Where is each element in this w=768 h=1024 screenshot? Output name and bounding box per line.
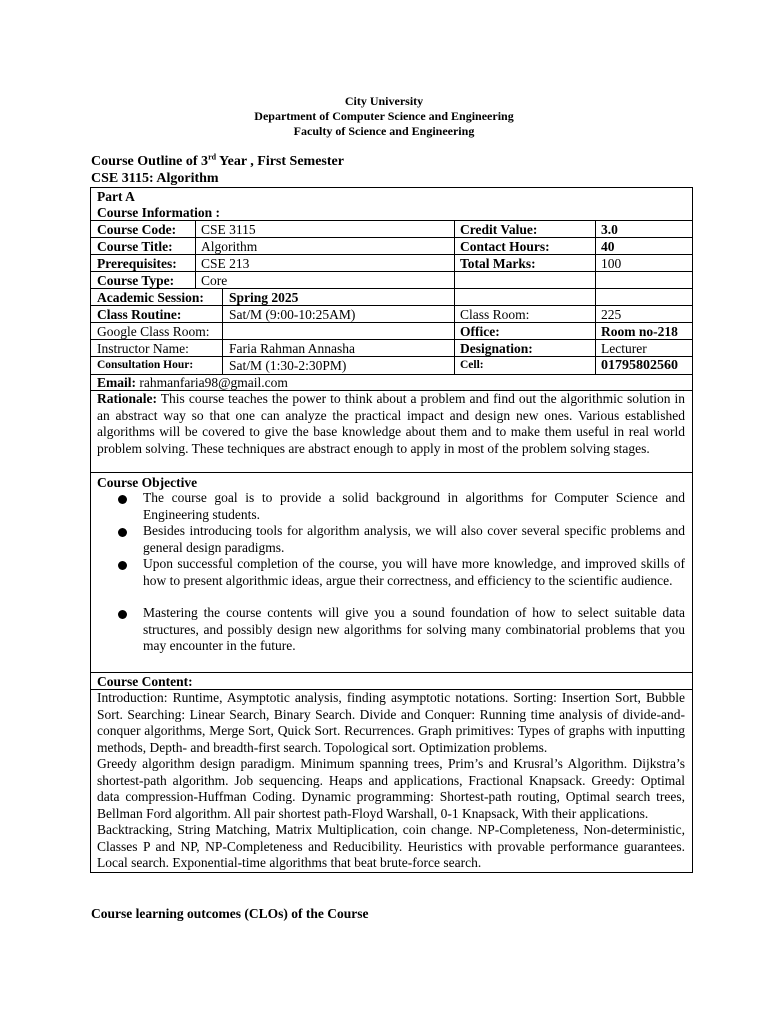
consultation-hour-label: Consultation Hour: — [97, 359, 194, 371]
rationale-text: This course teaches the power to think about a problem and find out the algorithmic solution in an abstract way so that one can analyze the practical impact and design new ones. Various established algorithms will be covered to give the base knowledge about them and to make them useful in real world problem solving. These techniques are abstract enough to apply in most of the problem solving stages. — [97, 391, 685, 456]
course-code-label: Course Code: — [97, 222, 177, 237]
consultation-hour-value: Sat/M (1:30-2:30PM) — [229, 358, 347, 373]
course-type-label: Course Type: — [97, 273, 175, 288]
bullet-icon — [118, 610, 127, 619]
course-content-paragraph-3: Backtracking, String Matching, Matrix Multiplication, coin change. NP-Completeness, Non-deterministic, Classes P and NP, NP-Completeness and Reducibility. Heuristics with provable performance guarantees. Local search. Exponential-time algorithms that beat brute-force search. — [97, 822, 685, 870]
part-a-label: Part A — [97, 189, 135, 204]
class-routine-label: Class Routine: — [97, 307, 182, 322]
email-row — [97, 374, 288, 391]
objective-item: Upon successful completion of the course, you will have more knowledge, and improved skills of how to present algorithmic ideas, argue their correctness, and efficiency to the scientific audience. — [143, 556, 685, 588]
total-marks-value: 100 — [601, 256, 622, 271]
clo-heading: Course learning outcomes (CLOs) of the Course — [91, 906, 369, 921]
google-class-room-label: Google Class Room: — [97, 324, 210, 339]
academic-session-label: Academic Session: — [97, 290, 204, 305]
course-content-paragraph-1: Introduction: Runtime, Asymptotic analysis, finding asymptotic notations. Sorting: Insertion Sort, Bubble Sort. Searching: Linear Search, Binary Search. Divide and Conquer: Running time analysis of divide-and-conquer algorithms, Merge Sort, Quick Sort. Recurrences. Graph primitives: Types of graphs with inputting methods, Depth- and breadth-first search. Topological sort. Optimization problems. — [97, 690, 685, 755]
email-value: rahmanfaria98@gmail.com — [136, 375, 288, 390]
faculty-name: Faculty of Science and Engineering — [293, 124, 475, 138]
course-objective-heading: Course Objective — [97, 475, 198, 490]
credit-value-label: Credit Value: — [460, 222, 538, 237]
course-code-title: CSE 3115: Algorithm — [91, 171, 219, 186]
class-routine-value: Sat/M (9:00-10:25AM) — [229, 307, 356, 322]
rationale-label: Rationale: — [97, 391, 157, 406]
prerequisites-value: CSE 213 — [201, 256, 250, 271]
course-info-heading: Course Information : — [97, 205, 220, 220]
designation-value: Lecturer — [601, 341, 647, 356]
course-type-value: Core — [201, 273, 228, 288]
prerequisites-label: Prerequisites: — [97, 256, 177, 271]
course-title-label: Course Title: — [97, 239, 173, 254]
class-room-value: 225 — [601, 307, 622, 322]
bullet-icon — [118, 528, 127, 537]
cell-label: Cell: — [460, 359, 484, 371]
office-label: Office: — [460, 324, 500, 339]
credit-value: 3.0 — [601, 222, 618, 237]
instructor-name-label: Instructor Name: — [97, 341, 189, 356]
department-name: Department of Computer Science and Engineering — [254, 109, 514, 123]
email-label: Email: — [97, 375, 136, 390]
bullet-icon — [118, 495, 127, 504]
objective-item: Besides introducing tools for algorithm analysis, we will also cover several specific problems and general design paradigms. — [143, 523, 685, 555]
course-code-value: CSE 3115 — [201, 222, 256, 237]
instructor-name-value: Faria Rahman Annasha — [229, 341, 355, 356]
course-title-value: Algorithm — [201, 239, 258, 254]
objective-item: The course goal is to provide a solid background in algorithms for Computer Science and Engineering students. — [143, 490, 685, 522]
academic-session-value: Spring 2025 — [229, 290, 299, 305]
office-value: Room no-218 — [601, 324, 678, 339]
objective-item: Mastering the course contents will give you a sound foundation of how to select suitable data structures, and possibly design new algorithms for solving many combinatorial problems that you may encounter in the future. — [143, 605, 685, 653]
course-outline-title: Course Outline of 3rd Year , First Semester — [91, 152, 344, 169]
course-content-paragraph-2: Greedy algorithm design paradigm. Minimum spanning trees, Prim’s and Krusral’s Algorithm. Dijkstra’s shortest-path algorithm. Job sequencing. Heaps and applications, Fractional Knapsack. Greedy: Optimal data compression-Huffman Coding. Dynamic programming: Shortest-path routing, Optimal search trees, Bellman Ford algorithm. All pair shortest path-Floyd Warshall, 0-1 Knapsack, With their applications. — [97, 756, 685, 821]
class-room-label: Class Room: — [460, 307, 530, 322]
course-content-heading: Course Content: — [97, 674, 193, 689]
bullet-icon — [118, 561, 127, 570]
university-name: City University — [344, 94, 424, 108]
contact-hours-value: 40 — [601, 239, 615, 254]
total-marks-label: Total Marks: — [460, 256, 536, 271]
contact-hours-label: Contact Hours: — [460, 239, 550, 254]
designation-label: Designation: — [460, 341, 533, 356]
rationale-paragraph — [97, 391, 685, 457]
cell-value: 01795802560 — [601, 358, 678, 373]
